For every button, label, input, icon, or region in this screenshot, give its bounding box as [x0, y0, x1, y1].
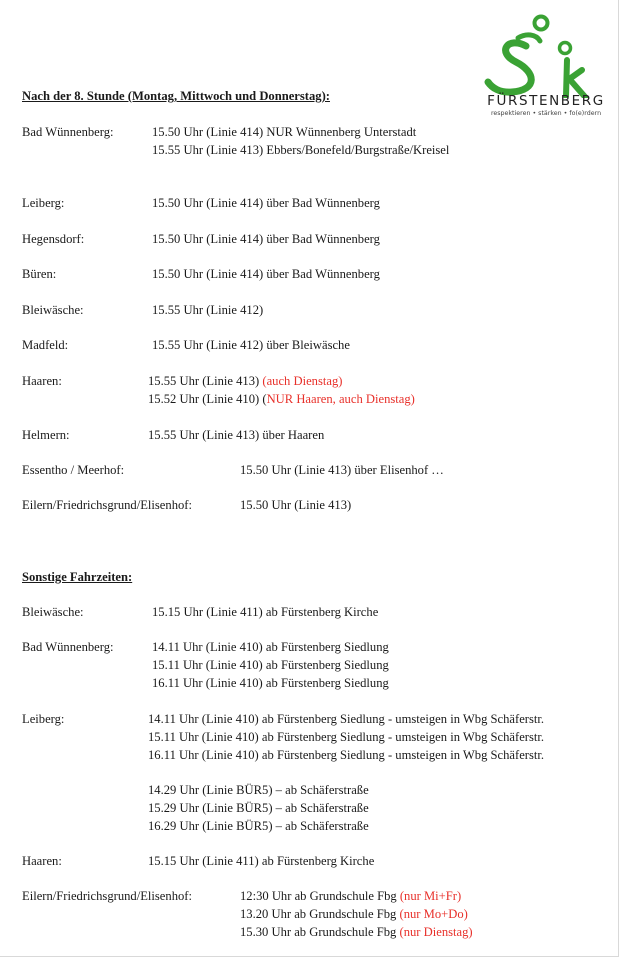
schedule-line: 15.55 Uhr (Linie 413) über Haaren [148, 428, 325, 442]
schedule-line: 14.11 Uhr (Linie 410) ab Fürstenberg Siedlung [152, 640, 389, 654]
schedule-line: 15.15 Uhr (Linie 411) ab Fürstenberg Kirche [148, 854, 375, 868]
schedule-line [240, 905, 468, 923]
place-label-bad-wuennenberg: Bad Wünnenberg: [22, 640, 114, 654]
schedule-line [148, 372, 342, 390]
schedule-line: 15.55 Uhr (Linie 412) [152, 303, 264, 317]
section-heading-8th-hour: Nach der 8. Stunde (Montag, Mittwoch und Donnerstag): [22, 89, 330, 103]
schedule-note-red: (auch Dienstag) [262, 374, 343, 388]
place-label-leiberg: Leiberg: [22, 196, 65, 210]
schedule-line: 15.55 Uhr (Linie 412) über Bleiwäsche [152, 338, 350, 352]
place-label-helmern: Helmern: [22, 428, 70, 442]
schedule-note-red: (nur Dienstag) [399, 925, 473, 939]
place-label-haaren: Haaren: [22, 374, 62, 388]
place-label-eilern: Eilern/Friedrichsgrund/Elisenhof: [22, 889, 192, 903]
place-label-essentho: Essentho / Meerhof: [22, 463, 125, 477]
schedule-line: 14.11 Uhr (Linie 410) ab Fürstenberg Siedlung - umsteigen in Wbg Schäferstr. [148, 712, 545, 726]
schedule-line: 15.15 Uhr (Linie 411) ab Fürstenberg Kirche [152, 605, 379, 619]
place-label-bleiwaesche: Bleiwäsche: [22, 605, 84, 619]
schedule-note-red: NUR Haaren, auch Dienstag) [266, 392, 415, 406]
place-label-bleiwaesche: Bleiwäsche: [22, 303, 84, 317]
sk-logo-icon [478, 8, 613, 98]
schedule-line [240, 887, 461, 905]
place-label-eilern: Eilern/Friedrichsgrund/Elisenhof: [22, 498, 192, 512]
schedule-text: 15.52 Uhr (Linie 410) ( [148, 392, 267, 406]
place-label-madfeld: Madfeld: [22, 338, 69, 352]
schedule-line: 15.50 Uhr (Linie 414) über Bad Wünnenberg [152, 196, 380, 210]
schedule-note-red: (nur Mi+Fr) [399, 889, 462, 903]
schedule-line: 16.11 Uhr (Linie 410) ab Fürstenberg Siedlung - umsteigen in Wbg Schäferstr. [148, 748, 545, 762]
schedule-line: 15.11 Uhr (Linie 410) ab Fürstenberg Siedlung - umsteigen in Wbg Schäferstr. [148, 730, 545, 744]
schedule-line: 16.11 Uhr (Linie 410) ab Fürstenberg Siedlung [152, 676, 389, 690]
schedule-line: 14.29 Uhr (Linie BÜR5) – ab Schäferstraße [148, 783, 369, 797]
place-label-hegensdorf: Hegensdorf: [22, 232, 85, 246]
schedule-line: 15.55 Uhr (Linie 413) Ebbers/Bonefeld/Burgstraße/Kreisel [152, 143, 450, 157]
schedule-text: 12:30 Uhr ab Grundschule Fbg [240, 889, 400, 903]
schedule-text: 15.55 Uhr (Linie 413) [148, 374, 263, 388]
schedule-text: 13.20 Uhr ab Grundschule Fbg [240, 907, 400, 921]
logo-name: FÜRSTENBERG [487, 93, 605, 109]
schedule-line: 15.11 Uhr (Linie 410) ab Fürstenberg Siedlung [152, 658, 389, 672]
place-label-bueren: Büren: [22, 267, 57, 281]
schedule-text: 15.30 Uhr ab Grundschule Fbg [240, 925, 400, 939]
schedule-line: 16.29 Uhr (Linie BÜR5) – ab Schäferstraße [148, 819, 369, 833]
school-logo [478, 8, 613, 140]
schedule-line [240, 923, 473, 941]
schedule-line: 15.50 Uhr (Linie 414) NUR Wünnenberg Unterstadt [152, 125, 417, 139]
place-label-leiberg: Leiberg: [22, 712, 65, 726]
place-label-haaren: Haaren: [22, 854, 62, 868]
schedule-line: 15.50 Uhr (Linie 413) über Elisenhof … [240, 463, 444, 477]
schedule-note-red: (nur Mo+Do) [399, 907, 468, 921]
schedule-line: 15.50 Uhr (Linie 413) [240, 498, 352, 512]
section-heading-other-times: Sonstige Fahrzeiten: [22, 570, 133, 584]
schedule-line: 15.29 Uhr (Linie BÜR5) – ab Schäferstraße [148, 801, 369, 815]
schedule-line [148, 390, 415, 408]
place-label-bad-wuennenberg: Bad Wünnenberg: [22, 125, 114, 139]
logo-tagline: respektieren • stärken • fo(e)rdern [490, 110, 602, 117]
schedule-line: 15.50 Uhr (Linie 414) über Bad Wünnenberg [152, 267, 380, 281]
schedule-line: 15.50 Uhr (Linie 414) über Bad Wünnenberg [152, 232, 380, 246]
